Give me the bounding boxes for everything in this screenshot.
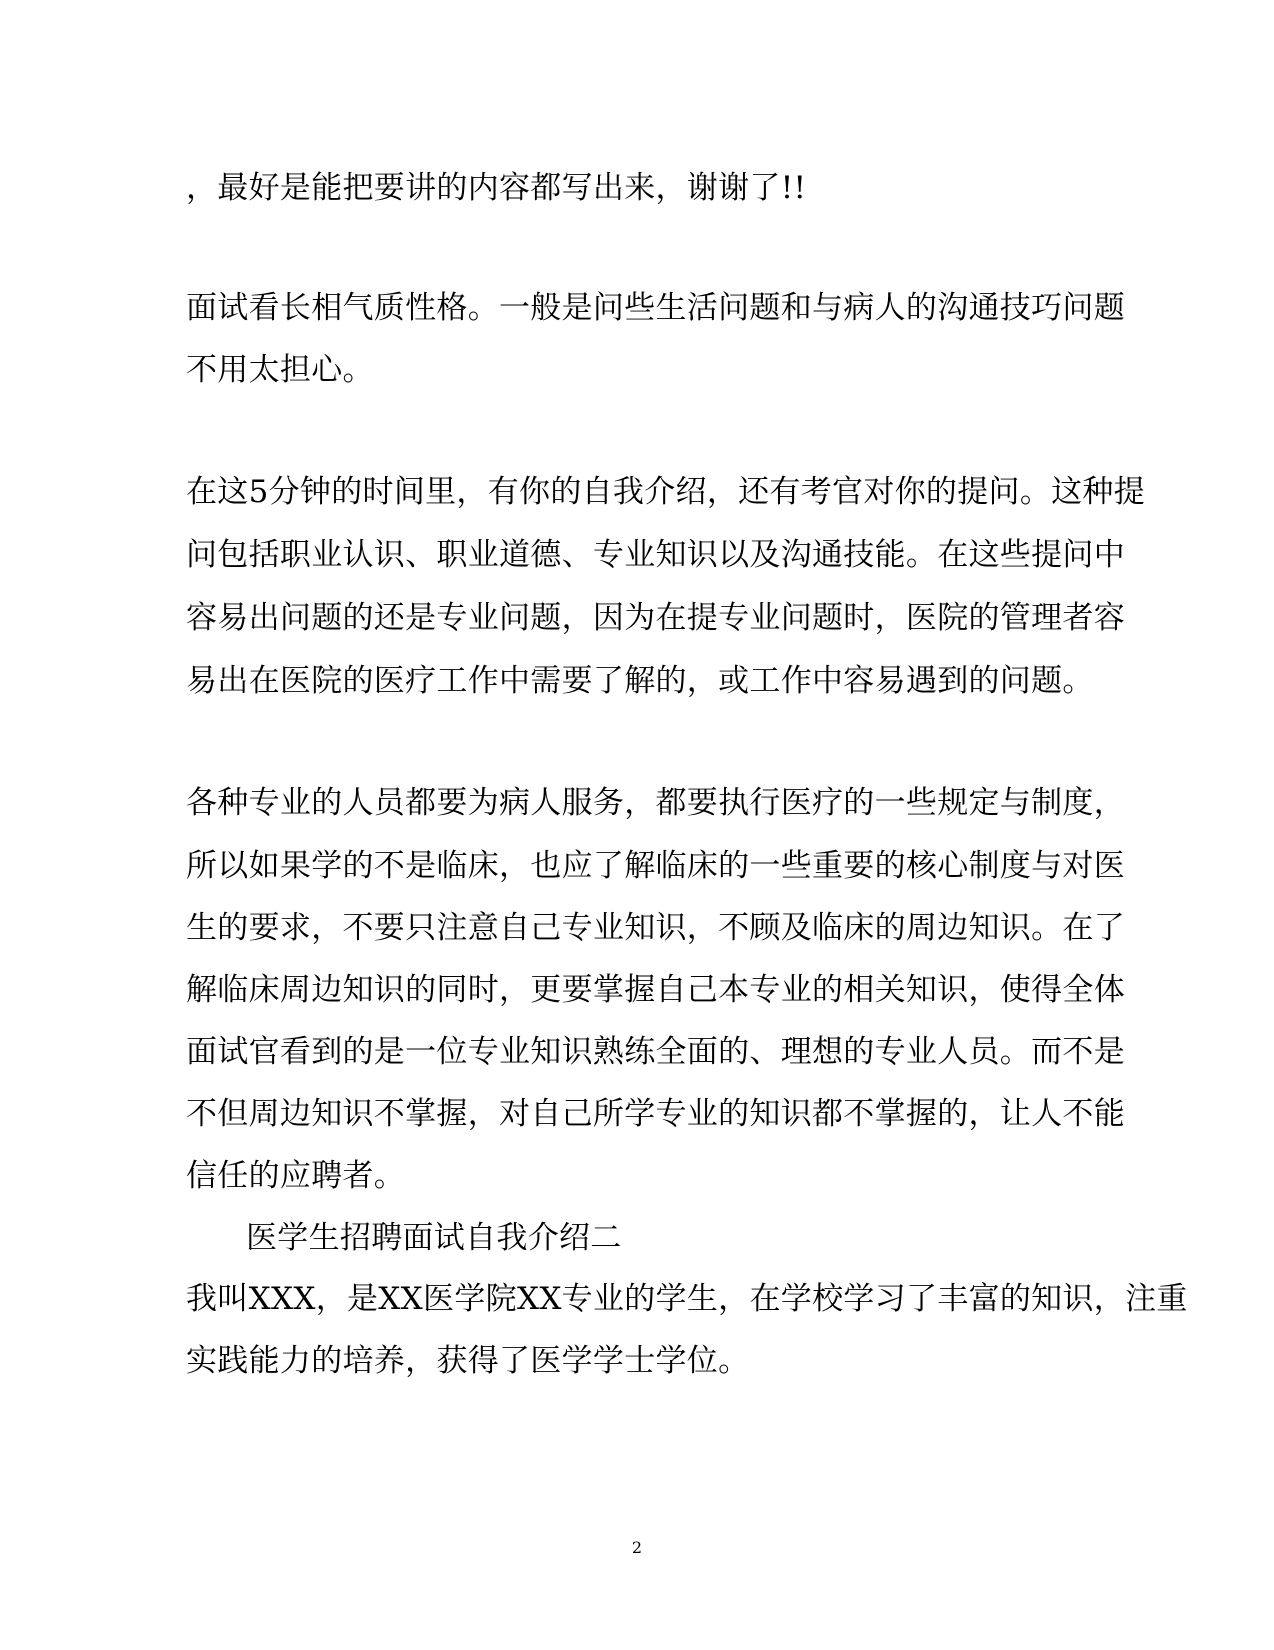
page-number: 2 xyxy=(631,1538,643,1557)
paragraph-4-line-2: 所以如果学的不是临床，也应了解临床的一些重要的核心制度与对医 xyxy=(186,848,1125,884)
paragraph-2-line-2: 不用太担心。 xyxy=(186,352,374,388)
paragraph-4-line-1: 各种专业的人员都要为病人服务，都要执行医疗的一些规定与制度， xyxy=(186,785,1125,821)
paragraph-1-line-1: ，最好是能把要讲的内容都写出来，谢谢了!! xyxy=(186,170,807,206)
paragraph-4-line-5: 面试官看到的是一位专业知识熟练全面的、理想的专业人员。而不是 xyxy=(186,1034,1125,1070)
paragraph-4-line-4: 解临床周边知识的同时，更要掌握自己本专业的相关知识，使得全体 xyxy=(186,972,1125,1008)
paragraph-4-line-7: 信任的应聘者。 xyxy=(186,1158,406,1194)
paragraph-4-line-3: 生的要求，不要只注意自己专业知识，不顾及临床的周边知识。在了 xyxy=(186,910,1125,946)
paragraph-3-line-2: 问包括职业认识、职业道德、专业知识以及沟通技能。在这些提问中 xyxy=(186,537,1125,573)
section-heading: 医学生招聘面试自我介绍二 xyxy=(246,1220,622,1256)
paragraph-3-line-4: 易出在医院的医疗工作中需要了解的，或工作中容易遇到的问题。 xyxy=(186,663,1094,699)
intro-paragraph-line-2: 实践能力的培养，获得了医学学士学位。 xyxy=(186,1343,750,1379)
paragraph-3-line-1: 在这5分钟的时间里，有你的自我介绍，还有考官对你的提问。这种提 xyxy=(186,474,1146,510)
paragraph-3-line-3: 容易出问题的还是专业问题，因为在提专业问题时，医院的管理者容 xyxy=(186,600,1125,636)
paragraph-4-line-6: 不但周边知识不掌握，对自己所学专业的知识都不掌握的，让人不能 xyxy=(186,1096,1125,1132)
paragraph-2-line-1: 面试看长相气质性格。一般是问些生活问题和与病人的沟通技巧问题 xyxy=(186,290,1125,326)
intro-paragraph-line-1: 我叫XXX，是XX医学院XX专业的学生，在学校学习了丰富的知识，注重 xyxy=(186,1281,1188,1317)
